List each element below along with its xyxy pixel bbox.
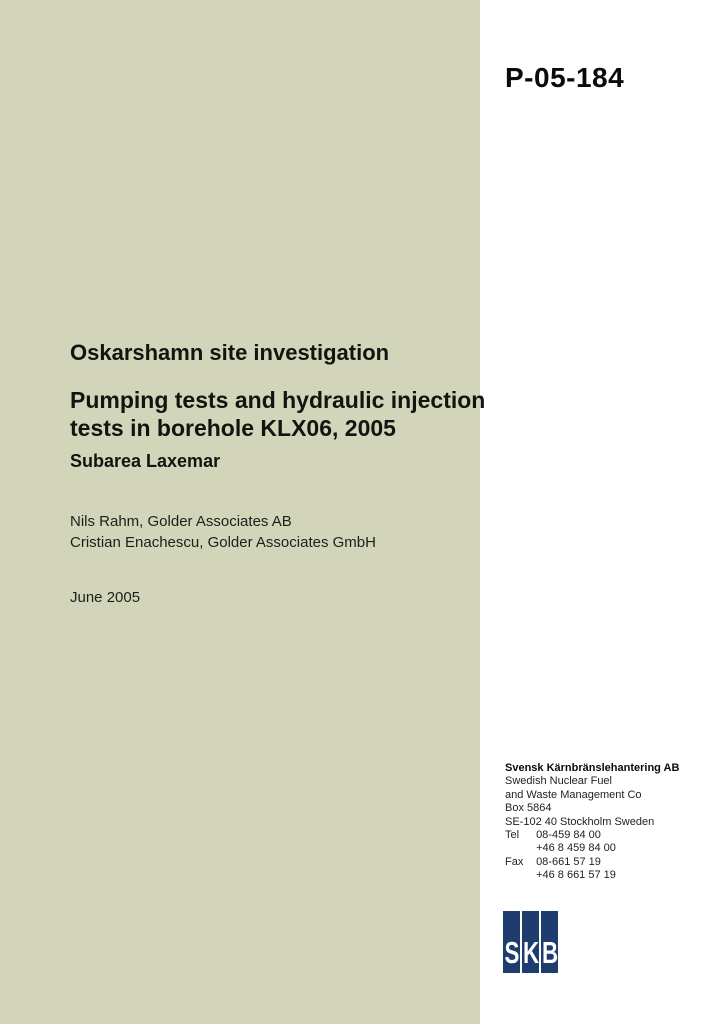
publisher-address-line: SE-102 40 Stockholm Sweden — [505, 815, 655, 828]
fax-number: 08-661 57 19 — [536, 855, 601, 868]
author-line: Nils Rahm, Golder Associates AB — [70, 513, 292, 530]
skb-logo-bar — [522, 911, 539, 973]
skb-logo — [503, 911, 558, 973]
report-title-line1: Pumping tests and hydraulic injection — [70, 387, 486, 413]
skb-logo-letter: S — [504, 935, 519, 970]
publisher-address-line: Swedish Nuclear Fuel — [505, 775, 612, 788]
publisher-address-line: and Waste Management Co — [505, 788, 642, 801]
report-title-line2: tests in borehole KLX06, 2005 — [70, 415, 396, 441]
author-list — [70, 511, 376, 553]
publisher-name: Svensk Kärnbränslehantering AB — [505, 762, 680, 774]
skb-logo-letter: K — [522, 935, 539, 970]
skb-logo-bar — [541, 911, 558, 973]
publisher-contact-block — [505, 762, 679, 883]
phone-number: 08-459 84 00 — [536, 829, 601, 842]
report-number: P-05-184 — [505, 62, 625, 93]
author-line: Cristian Enachescu, Golder Associates GmbH — [70, 534, 376, 551]
skb-logo-letter: B — [541, 935, 558, 970]
fax-label: Fax — [505, 855, 524, 868]
site-investigation-title: Oskarshamn site investigation — [70, 340, 390, 365]
skb-logo-bar — [503, 911, 520, 973]
report-title — [70, 386, 485, 442]
publisher-address-line: Box 5864 — [505, 802, 552, 815]
phone-row — [505, 842, 679, 855]
fax-number: +46 8 661 57 19 — [536, 869, 616, 882]
fax-row — [505, 856, 679, 869]
fax-row — [505, 869, 679, 882]
report-subtitle: Subarea Laxemar — [70, 451, 221, 471]
phone-number: +46 8 459 84 00 — [536, 842, 616, 855]
phone-row — [505, 829, 679, 842]
phone-label: Tel — [505, 829, 520, 842]
publication-date: June 2005 — [70, 589, 141, 606]
